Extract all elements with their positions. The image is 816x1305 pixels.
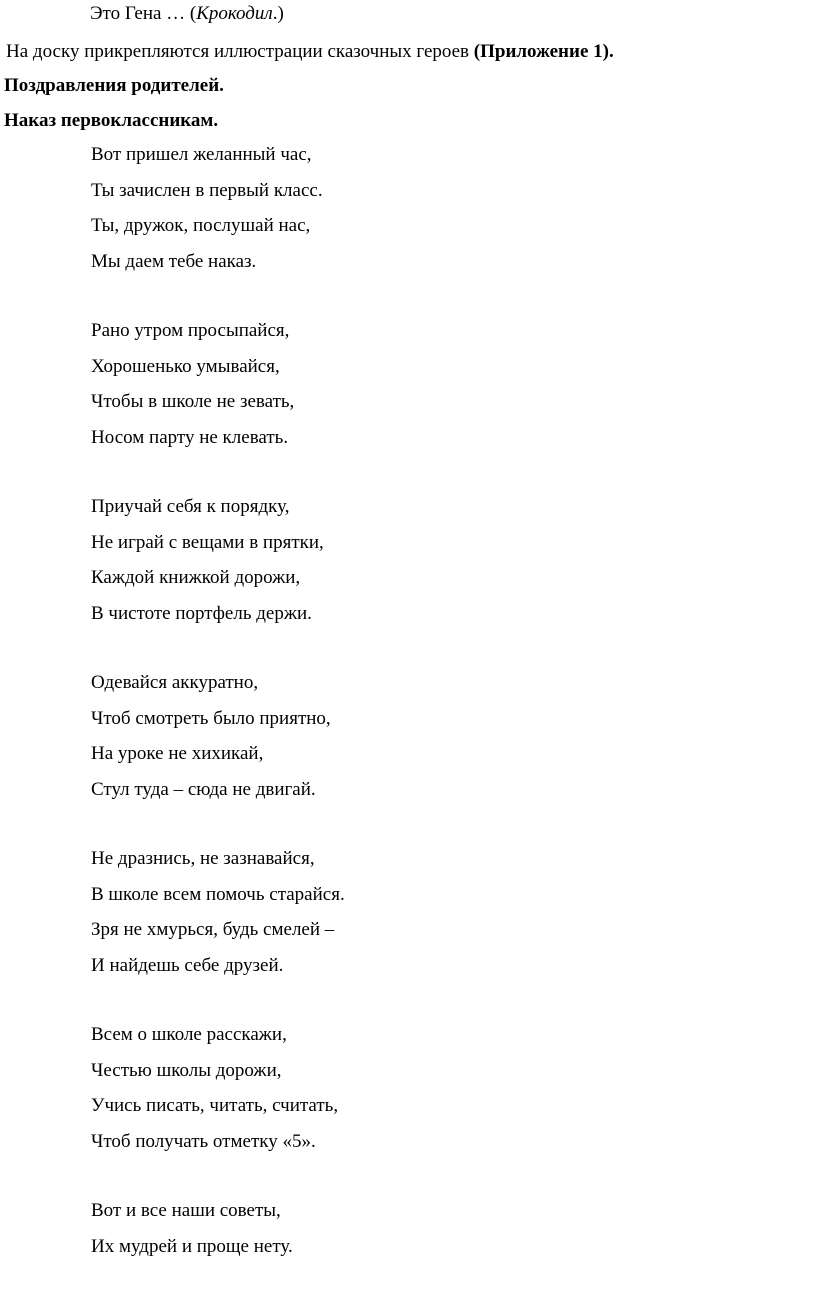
poem-verse: Честью школы дорожи, xyxy=(91,1059,282,1081)
poem-verse: Их мудрей и проще нету. xyxy=(91,1235,293,1257)
intro-line-board-appendix: (Приложение 1). xyxy=(473,41,614,62)
poem-verse: Рано утром просыпайся, xyxy=(91,320,290,341)
poem-verse: Носом парту не клевать. xyxy=(91,426,289,448)
poem-verse: Вот и все наши советы, xyxy=(91,1200,281,1221)
poem-stanza-6 xyxy=(91,1024,345,1166)
poem-verse: Не играй с вещами в прятки, xyxy=(91,531,324,553)
intro-line-board-text: На доску прикрепляются иллюстрации сказочных героев xyxy=(6,41,474,62)
poem-verse: В школе всем помочь старайся. xyxy=(91,883,345,905)
intro-line-gena-suffix: .) xyxy=(272,3,284,24)
poem-verse: Стул туда – сюда не двигай. xyxy=(91,778,316,800)
poem-verse: Всем о школе расскажи, xyxy=(91,1024,287,1045)
intro-line-board xyxy=(6,41,614,63)
poem-verse: Чтобы в школе не зевать, xyxy=(91,391,295,412)
poem-verse: Учись писать, читать, считать, xyxy=(91,1095,339,1116)
poem-verse: И найдешь себе друзей. xyxy=(91,954,284,976)
poem-stanza-4 xyxy=(91,672,345,814)
poem-verse: Зря не хмурься, будь смелей – xyxy=(91,919,335,940)
poem-verse: Одевайся аккуратно, xyxy=(91,672,259,693)
poem-stanza-3 xyxy=(91,496,345,638)
heading-congrats: Поздравления родителей. xyxy=(4,75,224,96)
poem-verse: Приучай себя к порядку, xyxy=(91,496,290,517)
poem-stanza-5 xyxy=(91,848,345,990)
poem-verse: В чистоте портфель держи. xyxy=(91,602,312,624)
poem-verse: Чтоб получать отметку «5». xyxy=(91,1130,316,1152)
heading-instruction: Наказ первоклассникам. xyxy=(4,110,219,131)
poem-verse: Ты зачислен в первый класс. xyxy=(91,179,323,201)
poem-verse: Ты, дружок, послушай нас, xyxy=(91,215,311,236)
poem-verse: Чтоб смотреть было приятно, xyxy=(91,707,331,729)
poem-stanza-1 xyxy=(91,144,345,286)
poem-verse: Вот пришел желанный час, xyxy=(91,144,312,165)
poem-stanza-2 xyxy=(91,320,345,462)
poem-verse: Хорошенько умывайся, xyxy=(91,355,280,377)
poem-stanza-7 xyxy=(91,1200,345,1271)
poem-verse: Не дразнись, не зазнавайся, xyxy=(91,848,315,869)
poem xyxy=(91,144,345,1305)
poem-verse: Мы даем тебе наказ. xyxy=(91,250,257,272)
poem-verse: На уроке не хихикай, xyxy=(91,743,264,764)
intro-line-gena xyxy=(90,3,284,25)
intro-line-gena-prefix: Это Гена … ( xyxy=(90,3,197,24)
intro-line-gena-italic: Крокодил xyxy=(196,3,273,24)
poem-verse: Каждой книжкой дорожи, xyxy=(91,567,301,588)
